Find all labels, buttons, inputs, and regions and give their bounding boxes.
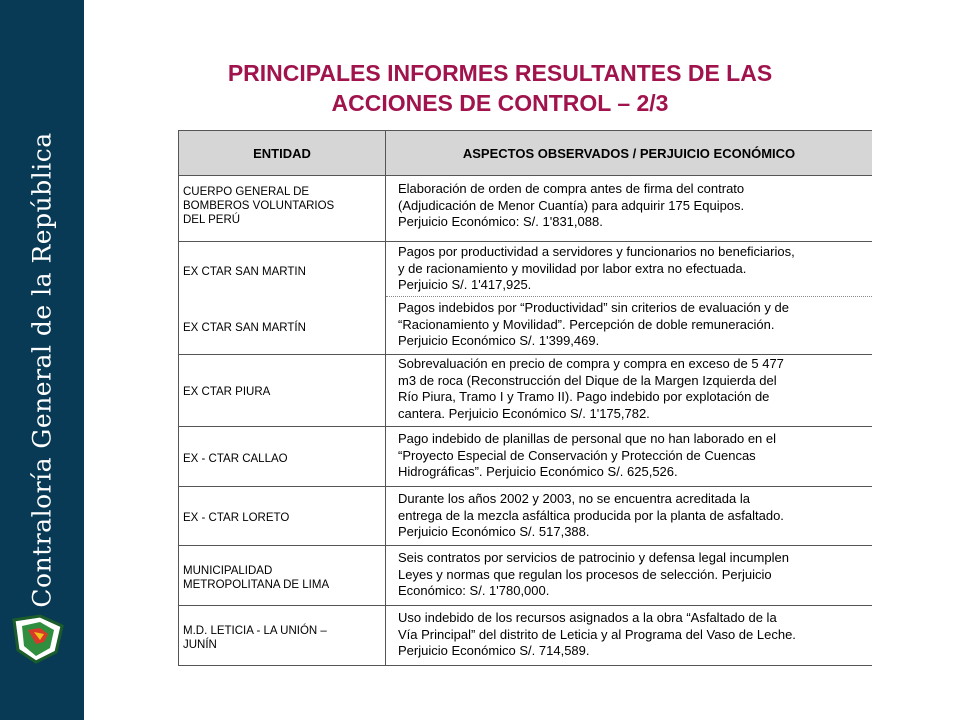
- aspect-line: Perjuicio Económico S/. 714,589.: [398, 643, 590, 658]
- aspect-cell: [386, 606, 872, 666]
- aspect-line: Económico: S/. 1'780,000.: [398, 583, 550, 598]
- table-row: [178, 486, 872, 546]
- aspect-cell: [386, 355, 872, 427]
- entity-cell: [178, 176, 386, 242]
- table-row: [178, 175, 872, 242]
- aspect-line: cantera. Perjuicio Económico S/. 1'175,782.: [398, 405, 650, 421]
- aspect-line: (Adjudicación de Menor Cuantía) para adquirir 175 Equipos.: [398, 197, 745, 213]
- entity-cell: [178, 242, 386, 355]
- entity-line: METROPOLITANA DE LIMA: [183, 579, 330, 591]
- aspect-line: Durante los años 2002 y 2003, no se encuentra acreditada la: [398, 491, 750, 506]
- aspect-line: Hidrográficas”. Perjuicio Económico S/. 625,526.: [398, 464, 678, 479]
- entity-cell: [178, 487, 386, 546]
- table-row: [178, 426, 872, 487]
- aspect-line: Perjuicio S/. 1'417,925.: [398, 277, 532, 292]
- table-row: [178, 605, 872, 666]
- aspect-line: Elaboración de orden de compra antes de firma del contrato: [398, 181, 745, 196]
- reports-table: [178, 130, 872, 666]
- aspect-cell: [386, 487, 872, 546]
- aspect-line: Uso indebido de los recursos asignados a la obra “Asfaltado de la: [398, 610, 777, 625]
- entity-line: CUERPO GENERAL DE: [183, 186, 310, 198]
- aspect-line: Pagos por productividad a servidores y funcionarios no beneficiarios,: [398, 244, 795, 259]
- header-entity: ENTIDAD: [178, 131, 386, 176]
- entity-line: MUNICIPALIDAD: [183, 565, 273, 577]
- entity-line: EX CTAR PIURA: [183, 386, 271, 398]
- aspect-line: m3 de roca (Reconstrucción del Dique de la Margen Izquierda del: [398, 372, 777, 388]
- aspect-line: Vía Principal” del distrito de Leticia y al Programa del Vaso de Leche.: [398, 626, 796, 642]
- aspect-line: Pago indebido de planillas de personal que no han laborado en el: [398, 431, 777, 446]
- table-bottom-border: [178, 665, 872, 666]
- entity-cell: [178, 355, 386, 427]
- table-row: [178, 545, 872, 606]
- aspect-line: Perjuicio Económico: S/. 1'831,088.: [398, 214, 603, 229]
- aspect-line: y de racionamiento y movilidad por labor extra no efectuada.: [398, 260, 747, 276]
- entity-cell: [178, 546, 386, 606]
- page-title: [120, 58, 880, 118]
- aspect-line: Seis contratos por servicios de patrocinio y defensa legal incumplen: [398, 550, 789, 565]
- header-aspects: ASPECTOS OBSERVADOS / PERJUICIO ECONÓMICO: [386, 131, 872, 176]
- aspect-line: Pagos indebidos por “Productividad” sin criterios de evaluación y de: [398, 300, 789, 315]
- aspect-line: Perjuicio Económico S/. 517,388.: [398, 524, 590, 539]
- table-header-row: [178, 130, 872, 176]
- entity-line: EX - CTAR LORETO: [183, 512, 290, 524]
- aspect-cell: [386, 242, 872, 355]
- entity-line: JUNÍN: [183, 639, 217, 651]
- title-line-2: ACCIONES DE CONTROL – 2/3: [331, 90, 669, 116]
- aspect-line: entrega de la mezcla asfáltica producida por la planta de asfaltado.: [398, 507, 784, 523]
- entity-line: EX - CTAR CALLAO: [183, 453, 288, 465]
- organization-name: Contraloría General de la República: [27, 132, 57, 608]
- aspect-line: Perjuicio Económico S/. 1'399,469.: [398, 333, 600, 348]
- aspect-line: Leyes y normas que regulan los procesos de selección. Perjuicio: [398, 566, 772, 582]
- aspect-line: “Racionamiento y Movilidad”. Percepción de doble remuneración.: [398, 316, 775, 332]
- title-line-1: PRINCIPALES INFORMES RESULTANTES DE LAS: [227, 60, 773, 86]
- entity-cell: [178, 606, 386, 666]
- aspect-cell: [386, 176, 872, 242]
- entity-line: EX CTAR SAN MARTIN: [183, 266, 306, 278]
- contraloria-shield-logo-icon: [10, 612, 66, 664]
- entity-line: DEL PERÚ: [183, 214, 241, 226]
- entity-cell: [178, 427, 386, 487]
- row-divider: [386, 296, 872, 297]
- aspect-line: Sobrevaluación en precio de compra y compra en exceso de 5 477: [398, 356, 784, 371]
- table-row: [178, 354, 872, 427]
- sidebar: [0, 0, 84, 720]
- aspect-line: “Proyecto Especial de Conservación y Protección de Cuencas: [398, 447, 756, 463]
- aspect-line: Río Piura, Tramo I y Tramo II). Pago indebido por explotación de: [398, 389, 770, 404]
- entity-line: M.D. LETICIA - LA UNIÓN –: [183, 625, 327, 637]
- entity-line: EX CTAR SAN MARTÍN: [183, 322, 306, 334]
- aspect-cell: [386, 427, 872, 487]
- entity-line: BOMBEROS VOLUNTARIOS: [183, 200, 335, 212]
- aspect-cell: [386, 546, 872, 606]
- table-row: [178, 241, 872, 355]
